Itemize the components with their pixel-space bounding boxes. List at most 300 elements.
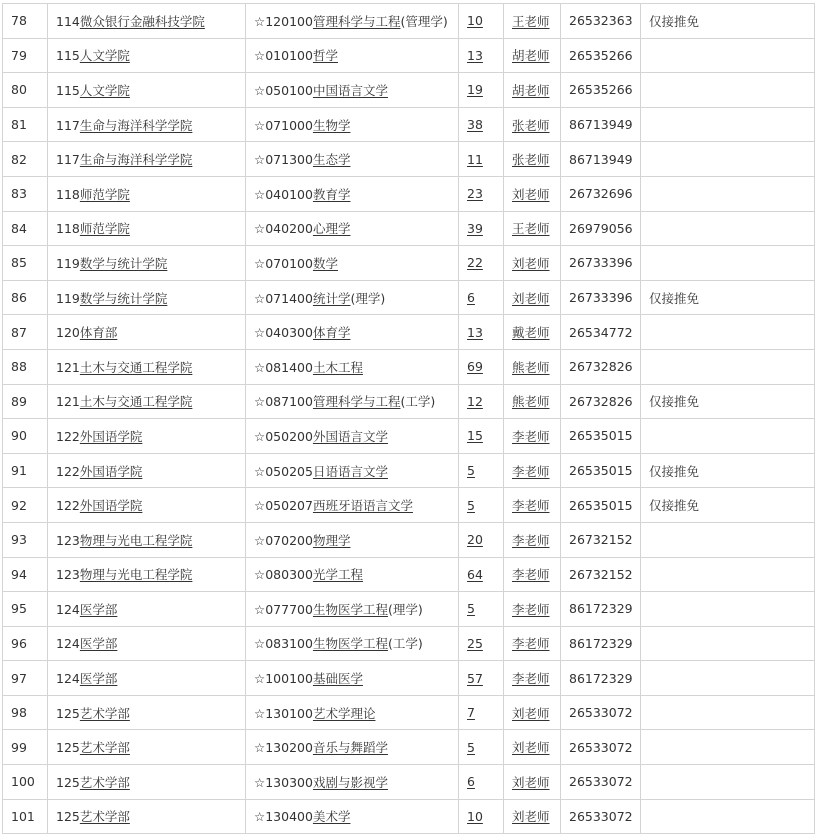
teacher-cell (504, 488, 561, 523)
phone-cell: 26532363 (561, 4, 641, 39)
college-link[interactable]: 数学与统计学院 (79, 255, 168, 271)
college-cell (48, 384, 246, 419)
teacher-link[interactable]: 张老师 (512, 152, 550, 168)
table-row (3, 107, 815, 142)
quota-link[interactable]: 23 (467, 186, 483, 202)
teacher-cell (504, 280, 561, 315)
table-row (3, 38, 815, 73)
row-number: 92 (3, 488, 48, 523)
table-row (3, 453, 815, 488)
college-code: 118 (56, 221, 80, 237)
table-row (3, 592, 815, 627)
major-link[interactable]: 西班牙语语言文学 (312, 498, 413, 514)
college-link[interactable]: 师范学院 (79, 221, 130, 237)
quota-link[interactable]: 25 (467, 635, 483, 651)
college-cell (48, 211, 246, 246)
teacher-link[interactable]: 李老师 (512, 567, 550, 583)
phone-cell: 26533072 (561, 695, 641, 730)
teacher-link[interactable]: 刘老师 (512, 809, 550, 825)
major-link[interactable]: 生态学 (312, 152, 351, 168)
teacher-cell (504, 73, 561, 108)
major-note: (工学) (387, 636, 423, 652)
major-link[interactable]: 外国语言文学 (312, 428, 388, 444)
quota-link[interactable]: 13 (467, 324, 483, 340)
college-code: 120 (56, 325, 80, 341)
major-code: ☆071300 (254, 152, 313, 168)
college-code: 123 (56, 532, 80, 548)
row-number: 94 (3, 557, 48, 592)
major-note: (管理学) (400, 13, 448, 29)
college-link[interactable]: 外国语学院 (79, 498, 143, 514)
quota-link[interactable]: 5 (467, 601, 475, 617)
row-number: 78 (3, 4, 48, 39)
table-row (3, 765, 815, 800)
college-link[interactable]: 艺术学部 (79, 705, 130, 721)
quota-cell (459, 349, 504, 384)
quota-link[interactable]: 22 (467, 255, 483, 271)
teacher-link[interactable]: 王老师 (512, 221, 550, 237)
teacher-link[interactable]: 李老师 (512, 601, 550, 617)
quota-cell (459, 730, 504, 765)
college-link[interactable]: 物理与光电工程学院 (79, 567, 193, 583)
teacher-cell (504, 384, 561, 419)
phone-cell: 26732152 (561, 522, 641, 557)
teacher-cell (504, 4, 561, 39)
college-link[interactable]: 体育部 (79, 325, 118, 341)
college-link[interactable]: 物理与光电工程学院 (79, 532, 193, 548)
quota-cell (459, 38, 504, 73)
major-code: ☆040200 (254, 221, 313, 237)
college-code: 124 (56, 601, 80, 617)
quota-link[interactable]: 39 (467, 220, 483, 236)
college-link[interactable]: 医学部 (79, 601, 118, 617)
college-link[interactable]: 师范学院 (79, 186, 130, 202)
college-link[interactable]: 人文学院 (79, 82, 130, 98)
row-number: 87 (3, 315, 48, 350)
quota-link[interactable]: 64 (467, 566, 483, 582)
teacher-link[interactable]: 李老师 (512, 428, 550, 444)
college-cell (48, 592, 246, 627)
college-cell (48, 730, 246, 765)
college-cell (48, 142, 246, 177)
row-number: 101 (3, 799, 48, 834)
row-number: 80 (3, 73, 48, 108)
table-row (3, 419, 815, 454)
quota-link[interactable]: 13 (467, 47, 483, 63)
row-number: 97 (3, 661, 48, 696)
major-cell (246, 280, 459, 315)
major-link[interactable]: 土木工程 (312, 359, 363, 375)
major-link[interactable]: 基础医学 (312, 671, 363, 687)
major-cell (246, 4, 459, 39)
quota-link[interactable]: 69 (467, 359, 483, 375)
remark-cell: 仅接推免 (641, 4, 815, 39)
college-code: 114 (56, 13, 80, 29)
teacher-link[interactable]: 刘老师 (512, 290, 550, 306)
phone-cell: 26535015 (561, 453, 641, 488)
major-code: ☆083100 (254, 636, 313, 652)
remark-cell (641, 557, 815, 592)
quota-link[interactable]: 20 (467, 532, 483, 548)
major-code: ☆081400 (254, 359, 313, 375)
quota-cell (459, 522, 504, 557)
teacher-link[interactable]: 熊老师 (512, 359, 550, 375)
major-code: ☆050200 (254, 428, 313, 444)
remark-cell (641, 730, 815, 765)
quota-cell (459, 315, 504, 350)
major-note: (理学) (350, 290, 386, 306)
quota-cell (459, 419, 504, 454)
teacher-cell (504, 176, 561, 211)
college-code: 124 (56, 636, 80, 652)
college-cell (48, 557, 246, 592)
table-row (3, 280, 815, 315)
teacher-link[interactable]: 李老师 (512, 463, 550, 479)
teacher-cell (504, 349, 561, 384)
major-cell (246, 384, 459, 419)
table-row (3, 522, 815, 557)
college-code: 121 (56, 359, 80, 375)
teacher-link[interactable]: 王老师 (512, 13, 550, 29)
quota-link[interactable]: 5 (467, 739, 475, 755)
teacher-link[interactable]: 李老师 (512, 498, 550, 514)
teacher-link[interactable]: 刘老师 (512, 186, 550, 202)
major-link[interactable]: 戏剧与影视学 (312, 774, 388, 790)
quota-link[interactable]: 10 (467, 13, 483, 29)
major-link[interactable]: 哲学 (312, 48, 338, 64)
table-row (3, 557, 815, 592)
remark-cell (641, 419, 815, 454)
teacher-cell (504, 695, 561, 730)
quota-cell (459, 592, 504, 627)
phone-cell: 26732826 (561, 349, 641, 384)
teacher-cell (504, 557, 561, 592)
college-cell (48, 765, 246, 800)
quota-cell (459, 280, 504, 315)
college-link[interactable]: 土木与交通工程学院 (79, 359, 193, 375)
college-cell (48, 246, 246, 281)
phone-cell: 26733396 (561, 280, 641, 315)
major-code: ☆130400 (254, 809, 313, 825)
major-cell (246, 176, 459, 211)
teacher-cell (504, 107, 561, 142)
row-number: 96 (3, 626, 48, 661)
quota-link[interactable]: 6 (467, 290, 475, 306)
major-code: ☆070200 (254, 532, 313, 548)
teacher-link[interactable]: 熊老师 (512, 394, 550, 410)
quota-cell (459, 176, 504, 211)
row-number: 81 (3, 107, 48, 142)
major-cell (246, 211, 459, 246)
remark-cell (641, 626, 815, 661)
row-number: 79 (3, 38, 48, 73)
quota-cell (459, 557, 504, 592)
quota-cell (459, 695, 504, 730)
major-link[interactable]: 光学工程 (312, 567, 363, 583)
major-cell (246, 453, 459, 488)
remark-cell (641, 765, 815, 800)
college-link[interactable]: 生命与海洋科学学院 (79, 117, 193, 133)
major-code: ☆087100 (254, 394, 313, 410)
college-link[interactable]: 艺术学部 (79, 774, 130, 790)
major-link[interactable]: 美术学 (312, 809, 351, 825)
row-number: 93 (3, 522, 48, 557)
college-code: 125 (56, 705, 80, 721)
table-row (3, 384, 815, 419)
college-cell (48, 453, 246, 488)
quota-cell (459, 626, 504, 661)
phone-cell: 26979056 (561, 211, 641, 246)
quota-link[interactable]: 15 (467, 428, 483, 444)
major-code: ☆120100 (254, 13, 313, 29)
teacher-cell (504, 522, 561, 557)
major-link[interactable]: 生物学 (312, 117, 351, 133)
remark-cell (641, 107, 815, 142)
major-note: (工学) (400, 394, 436, 410)
major-cell (246, 695, 459, 730)
quota-cell (459, 73, 504, 108)
teacher-link[interactable]: 刘老师 (512, 774, 550, 790)
major-link[interactable]: 管理科学与工程 (312, 394, 401, 410)
major-link[interactable]: 心理学 (312, 221, 351, 237)
college-link[interactable]: 医学部 (79, 671, 118, 687)
row-number: 99 (3, 730, 48, 765)
college-cell (48, 349, 246, 384)
major-code: ☆080300 (254, 567, 313, 583)
major-cell (246, 488, 459, 523)
teacher-link[interactable]: 刘老师 (512, 740, 550, 756)
college-link[interactable]: 艺术学部 (79, 740, 130, 756)
major-link[interactable]: 音乐与舞蹈学 (312, 740, 388, 756)
row-number: 100 (3, 765, 48, 800)
quota-cell (459, 661, 504, 696)
remark-cell (641, 38, 815, 73)
major-cell (246, 38, 459, 73)
teacher-cell (504, 315, 561, 350)
phone-cell: 26733396 (561, 246, 641, 281)
row-number: 88 (3, 349, 48, 384)
remark-cell (641, 522, 815, 557)
phone-cell: 26535015 (561, 419, 641, 454)
teacher-cell (504, 730, 561, 765)
major-cell (246, 315, 459, 350)
college-link[interactable]: 数学与统计学院 (79, 290, 168, 306)
major-cell (246, 107, 459, 142)
major-code: ☆100100 (254, 671, 313, 687)
college-code: 125 (56, 809, 80, 825)
major-link[interactable]: 日语语言文学 (312, 463, 388, 479)
teacher-cell (504, 142, 561, 177)
table-row (3, 142, 815, 177)
remark-cell (641, 73, 815, 108)
table-row (3, 4, 815, 39)
admissions-table (2, 3, 815, 834)
college-code: 118 (56, 186, 80, 202)
teacher-cell (504, 626, 561, 661)
major-code: ☆130300 (254, 774, 313, 790)
major-cell (246, 246, 459, 281)
major-link[interactable]: 统计学 (312, 290, 351, 306)
college-cell (48, 419, 246, 454)
row-number: 85 (3, 246, 48, 281)
college-code: 117 (56, 117, 80, 133)
major-code: ☆071400 (254, 290, 313, 306)
remark-cell (641, 592, 815, 627)
major-link[interactable]: 生物医学工程 (312, 636, 388, 652)
college-link[interactable]: 微众银行金融科技学院 (79, 13, 205, 29)
college-code: 123 (56, 567, 80, 583)
college-code: 122 (56, 463, 80, 479)
quota-link[interactable]: 19 (467, 82, 483, 98)
major-cell (246, 73, 459, 108)
college-cell (48, 38, 246, 73)
college-link[interactable]: 医学部 (79, 636, 118, 652)
phone-cell: 26533072 (561, 799, 641, 834)
major-link[interactable]: 教育学 (312, 186, 351, 202)
row-number: 91 (3, 453, 48, 488)
remark-cell: 仅接推免 (641, 280, 815, 315)
major-link[interactable]: 物理学 (312, 532, 351, 548)
college-link[interactable]: 外国语学院 (79, 463, 143, 479)
remark-cell (641, 142, 815, 177)
major-link[interactable]: 管理科学与工程 (312, 13, 401, 29)
college-link[interactable]: 土木与交通工程学院 (79, 394, 193, 410)
major-cell (246, 626, 459, 661)
major-code: ☆130200 (254, 740, 313, 756)
teacher-cell (504, 453, 561, 488)
major-link[interactable]: 体育学 (312, 325, 351, 341)
college-cell (48, 626, 246, 661)
teacher-cell (504, 661, 561, 696)
phone-cell: 26535266 (561, 38, 641, 73)
major-note: (理学) (387, 601, 423, 617)
major-code: ☆077700 (254, 601, 313, 617)
table-row (3, 246, 815, 281)
teacher-cell (504, 765, 561, 800)
quota-cell (459, 4, 504, 39)
major-code: ☆040300 (254, 325, 313, 341)
college-code: 125 (56, 740, 80, 756)
quota-cell (459, 765, 504, 800)
remark-cell (641, 246, 815, 281)
college-cell (48, 488, 246, 523)
college-code: 124 (56, 671, 80, 687)
teacher-cell (504, 799, 561, 834)
table-body (3, 4, 815, 834)
remark-cell (641, 211, 815, 246)
table-row (3, 176, 815, 211)
teacher-link[interactable]: 张老师 (512, 117, 550, 133)
college-cell (48, 73, 246, 108)
quota-link[interactable]: 11 (467, 151, 483, 167)
remark-cell (641, 799, 815, 834)
major-cell (246, 349, 459, 384)
teacher-link[interactable]: 刘老师 (512, 705, 550, 721)
college-link[interactable]: 艺术学部 (79, 809, 130, 825)
quota-cell (459, 211, 504, 246)
remark-cell: 仅接推免 (641, 488, 815, 523)
table-row (3, 695, 815, 730)
teacher-link[interactable]: 李老师 (512, 671, 550, 687)
teacher-link[interactable]: 胡老师 (512, 82, 550, 98)
table-row (3, 730, 815, 765)
phone-cell: 26732152 (561, 557, 641, 592)
row-number: 82 (3, 142, 48, 177)
teacher-link[interactable]: 胡老师 (512, 48, 550, 64)
college-cell (48, 522, 246, 557)
major-cell (246, 730, 459, 765)
row-number: 90 (3, 419, 48, 454)
phone-cell: 26533072 (561, 730, 641, 765)
quota-cell (459, 384, 504, 419)
college-code: 119 (56, 290, 80, 306)
college-link[interactable]: 生命与海洋科学学院 (79, 152, 193, 168)
phone-cell: 26535266 (561, 73, 641, 108)
college-cell (48, 4, 246, 39)
teacher-link[interactable]: 戴老师 (512, 325, 550, 341)
phone-cell: 86172329 (561, 661, 641, 696)
teacher-link[interactable]: 李老师 (512, 532, 550, 548)
major-cell (246, 419, 459, 454)
major-code: ☆070100 (254, 255, 313, 271)
major-code: ☆071000 (254, 117, 313, 133)
phone-cell: 26533072 (561, 765, 641, 800)
quota-cell (459, 246, 504, 281)
row-number: 84 (3, 211, 48, 246)
college-code: 121 (56, 394, 80, 410)
major-link[interactable]: 生物医学工程 (312, 601, 388, 617)
major-code: ☆040100 (254, 186, 313, 202)
table-row (3, 73, 815, 108)
quota-link[interactable]: 5 (467, 497, 475, 513)
major-link[interactable]: 艺术学理论 (312, 705, 376, 721)
phone-cell: 86172329 (561, 592, 641, 627)
remark-cell (641, 176, 815, 211)
major-cell (246, 765, 459, 800)
teacher-link[interactable]: 李老师 (512, 636, 550, 652)
teacher-link[interactable]: 刘老师 (512, 255, 550, 271)
major-link[interactable]: 中国语言文学 (312, 82, 388, 98)
quota-link[interactable]: 5 (467, 463, 475, 479)
row-number: 89 (3, 384, 48, 419)
college-code: 117 (56, 152, 80, 168)
phone-cell: 26535015 (561, 488, 641, 523)
phone-cell: 26732696 (561, 176, 641, 211)
quota-cell (459, 799, 504, 834)
teacher-cell (504, 246, 561, 281)
table-row (3, 211, 815, 246)
college-cell (48, 107, 246, 142)
remark-cell (641, 661, 815, 696)
college-link[interactable]: 外国语学院 (79, 428, 143, 444)
quota-link[interactable]: 38 (467, 117, 483, 133)
college-link[interactable]: 人文学院 (79, 48, 130, 64)
major-code: ☆050100 (254, 82, 313, 98)
college-cell (48, 280, 246, 315)
quota-cell (459, 142, 504, 177)
quota-link[interactable]: 6 (467, 774, 475, 790)
major-link[interactable]: 数学 (312, 255, 338, 271)
quota-link[interactable]: 10 (467, 808, 483, 824)
quota-link[interactable]: 57 (467, 670, 483, 686)
row-number: 86 (3, 280, 48, 315)
college-cell (48, 176, 246, 211)
major-code: ☆050207 (254, 498, 313, 514)
quota-link[interactable]: 7 (467, 705, 475, 721)
quota-link[interactable]: 12 (467, 393, 483, 409)
remark-cell: 仅接推免 (641, 384, 815, 419)
major-code: ☆050205 (254, 463, 313, 479)
